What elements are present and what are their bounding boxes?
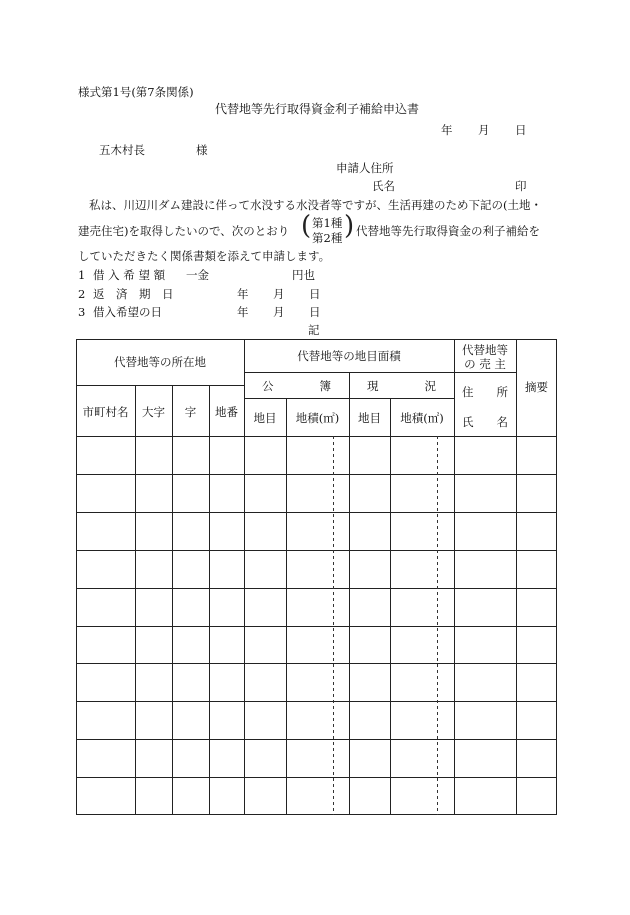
seller-header-2: の 売 主: [464, 357, 506, 371]
date-month-label: 月: [478, 123, 490, 137]
item-2-label: 返 済 期 日: [93, 287, 174, 301]
current-header: 現 況: [367, 379, 436, 393]
body-line-3: していただきたく関係書類を添えて申請します。: [78, 249, 331, 263]
item-2-number: 2: [78, 287, 86, 301]
item-3-label: 借入希望の日: [93, 305, 162, 319]
item-3-number: 3: [78, 305, 86, 319]
item-3-year: 年: [237, 305, 249, 319]
registry-area-header: 地積(㎡): [295, 411, 340, 425]
addressee-name: 五木村長: [99, 143, 145, 157]
date-day-label: 日: [515, 123, 527, 137]
item-1-number: 1: [78, 268, 86, 282]
body-line-2a: 建売住宅)を取得したいので、次のとおり: [78, 224, 290, 238]
area-header: 代替地等の地目面積: [297, 349, 401, 363]
oaza-header: 大字: [142, 405, 165, 419]
body-line-2b: 代替地等先行取得資金の利子補給を: [356, 224, 540, 238]
option-bracket-right: ): [344, 211, 355, 241]
municipality-header: 市町村名: [82, 405, 129, 419]
registry-category-header: 地目: [253, 411, 277, 425]
option-type-2: 第2種: [312, 231, 343, 245]
item-1-label: 借 入 希 望 額: [93, 268, 166, 282]
item-2-day: 日: [309, 287, 321, 301]
date-year-label: 年: [441, 123, 453, 137]
item-3-day: 日: [309, 305, 321, 319]
item-1-value: 一金: [186, 268, 209, 282]
item-1-unit: 円也: [292, 268, 315, 282]
current-area-header: 地積(㎡): [400, 411, 444, 425]
addressee-honorific: 様: [196, 143, 208, 157]
remarks-header: 摘要: [525, 380, 548, 394]
item-2-month: 月: [273, 287, 285, 301]
seal-mark: 印: [515, 179, 527, 193]
item-3-month: 月: [273, 305, 285, 319]
current-category-header: 地目: [358, 411, 381, 425]
applicant-address-label: 申請人住所: [336, 161, 394, 175]
page-title: 代替地等先行取得資金利子補給申込書: [215, 102, 420, 116]
item-2-year: 年: [237, 287, 249, 301]
location-header: 代替地等の所在地: [114, 355, 206, 369]
form-number: 様式第1号(第7条関係): [78, 85, 194, 99]
seller-header-1: 代替地等: [462, 343, 508, 357]
seller-name-header: 氏 名: [462, 415, 508, 429]
registry-header: 公 簿: [262, 379, 331, 393]
lot-header: 地番: [215, 405, 238, 419]
seller-address-header: 住 所: [462, 385, 508, 399]
body-line-1: 私は、川辺川ダム建設に伴って水没する水没者等ですが、生活再建のため下記の(土地・: [89, 198, 542, 212]
option-type-1: 第1種: [312, 216, 343, 230]
land-table: [76, 339, 557, 815]
aza-header: 字: [184, 405, 197, 419]
ki-mark: 記: [308, 323, 320, 337]
applicant-name-label: 氏名: [372, 179, 395, 193]
option-bracket-left: (: [301, 211, 312, 241]
